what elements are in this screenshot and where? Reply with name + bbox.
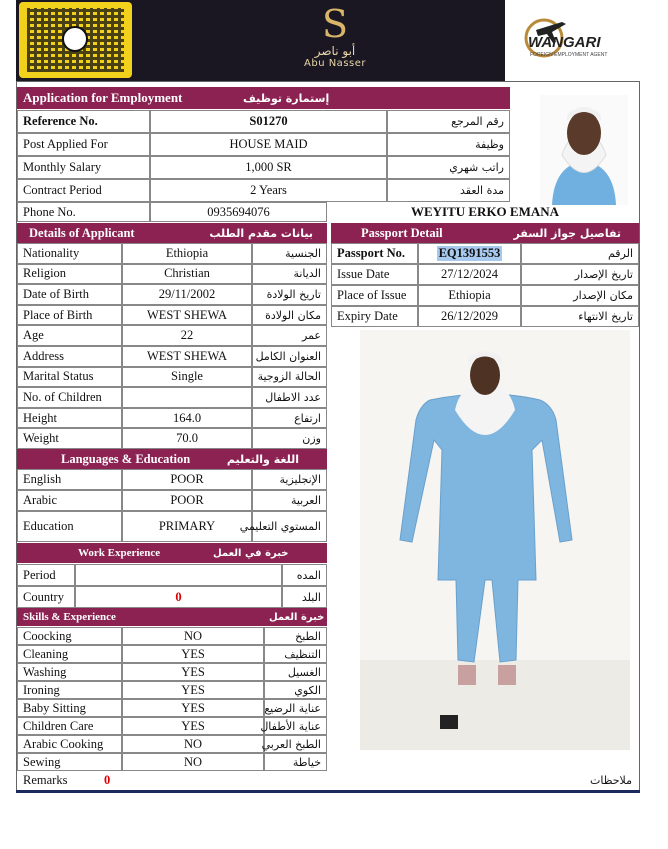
detail-row-label: Date of Birth (17, 284, 122, 305)
detail-row-value: Single (122, 367, 252, 388)
details-title-ar: بيانات مقدم الطلب (209, 226, 313, 240)
passport-row-arabic: تاريخ الإصدار (521, 264, 639, 285)
top-row-label: Reference No. (17, 110, 150, 133)
skill-row-value: YES (122, 663, 264, 681)
passport-row-arabic: الرقم (521, 243, 639, 264)
detail-row-arabic: مكان الولادة (252, 305, 327, 326)
detail-row-arabic: تاريخ الولادة (252, 284, 327, 305)
skill-row-arabic: خياطة (264, 753, 327, 771)
top-row-value: HOUSE MAID (150, 133, 387, 156)
brand-name: WANGARI (528, 34, 601, 51)
detail-row-arabic: وزن (252, 428, 327, 449)
remarks-value: 0 (104, 773, 111, 787)
detail-row-value: 29/11/2002 (122, 284, 252, 305)
remarks-label: Remarks (23, 773, 68, 787)
detail-row-label: Nationality (17, 243, 122, 264)
top-row-label: Contract Period (17, 179, 150, 202)
skill-row-arabic: الطبخ العربي (264, 735, 327, 753)
language-row-arabic: العربية (252, 490, 327, 511)
skill-row-arabic: الغسيل (264, 663, 327, 681)
passport-row-value: 26/12/2029 (418, 306, 521, 327)
language-row-value: PRIMARY (122, 511, 252, 542)
skill-row-value: NO (122, 753, 264, 771)
work-row-arabic: البلد (282, 586, 327, 608)
detail-row-value: 70.0 (122, 428, 252, 449)
skill-row-arabic: الطبخ (264, 627, 327, 645)
passport-title-en: Passport Detail (361, 225, 443, 240)
detail-row-arabic: عدد الاطفال (252, 387, 327, 408)
work-title-ar: خبرة في العمل (213, 547, 289, 559)
top-row-value: 1,000 SR (150, 156, 387, 179)
passport-row-arabic: مكان الإصدار (521, 285, 639, 306)
bottom-rule (16, 790, 640, 793)
detail-row-arabic: ارتفاع (252, 408, 327, 429)
applicant-full-photo (360, 330, 630, 750)
logo-arabic-text: أبو ناصر (314, 44, 356, 58)
work-row-value: 0 (75, 586, 282, 608)
skills-title-ar: خبرة العمل (269, 611, 325, 623)
detail-row-value (122, 387, 252, 408)
qr-code-icon (19, 2, 132, 78)
language-row-value: POOR (122, 490, 252, 511)
passport-row-value (418, 243, 521, 264)
detail-row-label: Address (17, 346, 122, 367)
details-bar (17, 223, 327, 243)
skill-row-value: YES (122, 717, 264, 735)
skill-row-arabic: عناية الأطفال (264, 717, 327, 735)
work-row-value (75, 564, 282, 586)
skill-row-label: Baby Sitting (17, 699, 122, 717)
detail-row-value: WEST SHEWA (122, 305, 252, 326)
passport-row-value: 27/12/2024 (418, 264, 521, 285)
language-row-label: English (17, 469, 122, 490)
phone-label: Phone No. (17, 202, 150, 222)
detail-row-arabic: عمر (252, 325, 327, 346)
applicant-headshot (540, 95, 628, 205)
work-row-label: Country (17, 586, 75, 608)
passport-bar (331, 223, 639, 243)
passport-row-label: Passport No. (331, 243, 418, 264)
detail-row-label: Marital Status (17, 367, 122, 388)
top-row-arabic: رقم المرجع (387, 110, 510, 133)
skill-row-label: Coocking (17, 627, 122, 645)
detail-row-value: WEST SHEWA (122, 346, 252, 367)
skill-row-value: YES (122, 645, 264, 663)
skill-row-label: Children Care (17, 717, 122, 735)
details-title-en: Details of Applicant (29, 225, 135, 240)
abu-nasser-logo: S أبو ناصر Abu Nasser (290, 4, 380, 78)
skill-row-value: YES (122, 699, 264, 717)
top-row-value: S01270 (150, 110, 387, 133)
language-row-label: Arabic (17, 490, 122, 511)
detail-row-arabic: الجنسية (252, 243, 327, 264)
language-row-label: Education (17, 511, 122, 542)
work-row-arabic: المده (282, 564, 327, 586)
skill-row-label: Ironing (17, 681, 122, 699)
languages-bar (17, 449, 327, 469)
passport-row-value: Ethiopia (418, 285, 521, 306)
passport-row-label: Expiry Date (331, 306, 418, 327)
detail-row-label: Religion (17, 264, 122, 285)
top-row-label: Monthly Salary (17, 156, 150, 179)
passport-row-label: Place of Issue (331, 285, 418, 306)
skill-row-value: NO (122, 627, 264, 645)
top-row-arabic: راتب شهري (387, 156, 510, 179)
skill-row-arabic: التنظيف (264, 645, 327, 663)
work-title-en: Work Experience (78, 547, 161, 559)
skill-row-value: NO (122, 735, 264, 753)
language-row-value: POOR (122, 469, 252, 490)
detail-row-value: Ethiopia (122, 243, 252, 264)
detail-row-value: 164.0 (122, 408, 252, 429)
top-row-label: Post Applied For (17, 133, 150, 156)
title-arabic: إستمارة توظيف (243, 91, 330, 105)
detail-row-arabic: الحالة الزوجية (252, 367, 327, 388)
work-row-label: Period (17, 564, 75, 586)
languages-title-ar: اللغة والتعليم (226, 452, 299, 466)
detail-row-arabic: العنوان الكامل (252, 346, 327, 367)
brand-subtitle: FOREIGN EMPLOYMENT AGENT (530, 52, 608, 58)
top-row-arabic: وظيفة (387, 133, 510, 156)
phone-value: 0935694076 (150, 202, 327, 222)
language-row-arabic: المستوي التعليمي (252, 511, 327, 542)
title-english: Application for Employment (23, 90, 183, 105)
detail-row-label: Height (17, 408, 122, 429)
detail-row-arabic: الديانة (252, 264, 327, 285)
passport-number-highlight: EQ1391553 (438, 246, 501, 260)
detail-row-label: Weight (17, 428, 122, 449)
skill-row-arabic: الكوي (264, 681, 327, 699)
wangari-logo (510, 8, 620, 72)
top-row-arabic: مدة العقد (387, 179, 510, 202)
skill-row-arabic: عناية الرضيع (264, 699, 327, 717)
passport-row-arabic: تاريخ الانتهاء (521, 306, 639, 327)
skill-row-label: Sewing (17, 753, 122, 771)
logo-english-text: Abu Nasser (304, 58, 366, 69)
skill-row-label: Cleaning (17, 645, 122, 663)
work-bar (17, 543, 327, 563)
detail-row-value: 22 (122, 325, 252, 346)
passport-row-label: Issue Date (331, 264, 418, 285)
top-row-value: 2 Years (150, 179, 387, 202)
detail-row-label: Age (17, 325, 122, 346)
languages-title-en: Languages & Education (61, 451, 191, 466)
detail-row-value: Christian (122, 264, 252, 285)
skills-bar (17, 608, 327, 626)
passport-title-ar: تفاصيل جواز السفر (513, 226, 621, 240)
title-bar (17, 87, 510, 109)
language-row-arabic: الإنجليزية (252, 469, 327, 490)
detail-row-label: Place of Birth (17, 305, 122, 326)
detail-row-label: No. of Children (17, 387, 122, 408)
applicant-name: WEYITU ERKO EMANA (410, 204, 560, 219)
skill-row-label: Arabic Cooking (17, 735, 122, 753)
remarks-arabic: ملاحظات (590, 774, 632, 787)
skill-row-label: Washing (17, 663, 122, 681)
skill-row-value: YES (122, 681, 264, 699)
skills-title-en: Skills & Experience (23, 611, 116, 623)
